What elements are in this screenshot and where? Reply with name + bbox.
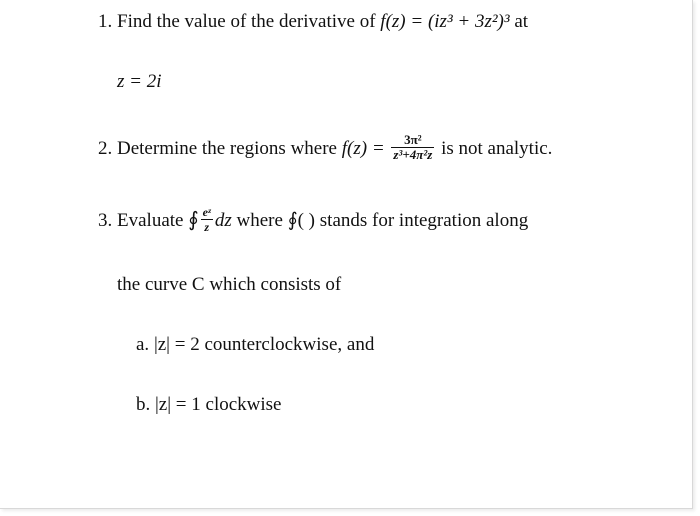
question-3-integral-placeholder: ∮( ) bbox=[287, 209, 316, 231]
question-3-dz: dz bbox=[214, 209, 232, 231]
question-2-fraction-numerator: 3π² bbox=[391, 133, 434, 148]
part-b-text: |z| = 1 clockwise bbox=[155, 394, 282, 415]
question-3-number: 3. bbox=[98, 209, 113, 231]
question-2-text: Determine the regions where bbox=[117, 137, 337, 159]
question-2-fraction bbox=[391, 133, 434, 162]
question-1-line-1 bbox=[98, 10, 528, 34]
question-3-part-b bbox=[136, 393, 281, 417]
part-a-text: |z| = 2 counterclockwise, and bbox=[153, 334, 375, 355]
question-2-tail: is not analytic. bbox=[441, 137, 553, 159]
question-3-fraction-numerator: eᶻ bbox=[202, 205, 211, 219]
question-2-function-lhs: f(z) = bbox=[341, 137, 385, 159]
question-1-function: f(z) = (iz³ + 3z²)³ bbox=[380, 11, 510, 32]
part-b-label: b. bbox=[136, 394, 151, 415]
question-3-part-a bbox=[136, 333, 374, 357]
question-3-tail: stands for integration along bbox=[319, 209, 529, 231]
question-2-fraction-denominator: z³+4π²z bbox=[393, 147, 433, 162]
question-3-line-2: the curve C which consists of bbox=[117, 274, 342, 295]
question-3-text: Evaluate bbox=[117, 209, 184, 231]
contour-integral-symbol: ∮ bbox=[188, 208, 199, 231]
question-3-fraction-denominator: z bbox=[204, 220, 210, 234]
question-3-line-1 bbox=[98, 207, 528, 236]
question-1-text: Find the value of the derivative of bbox=[117, 11, 376, 32]
question-2-number: 2. bbox=[98, 137, 113, 159]
question-1-at: at bbox=[514, 11, 529, 32]
question-3-fraction bbox=[201, 205, 213, 234]
part-a-label: a. bbox=[136, 334, 150, 355]
question-3-where: where bbox=[236, 209, 283, 231]
question-1-number: 1. bbox=[98, 11, 113, 32]
question-1-point: z = 2i bbox=[117, 71, 162, 92]
question-2-line bbox=[98, 132, 553, 164]
